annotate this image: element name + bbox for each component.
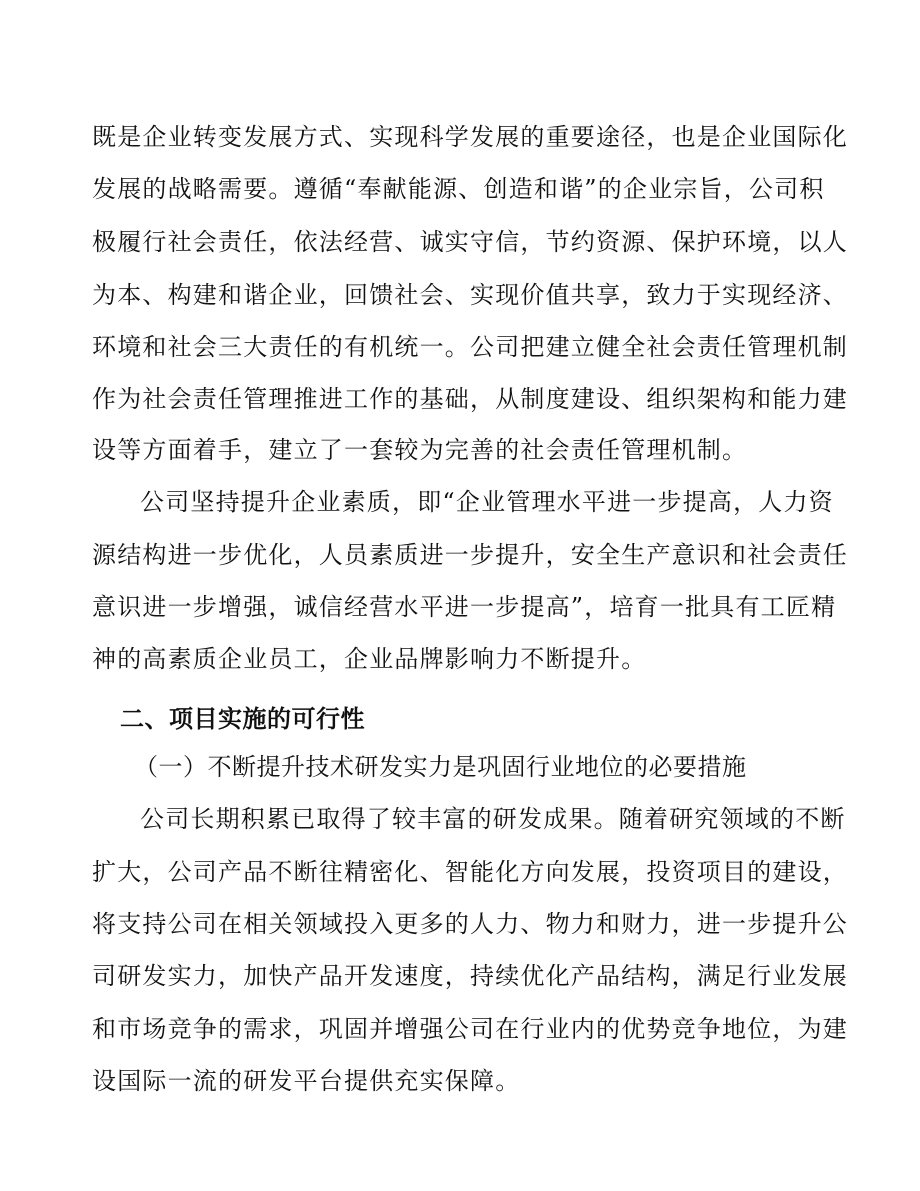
paragraph1-line-1: 既是企业转变发展方式、实现科学发展的重要途径，也是企业国际化: [92, 123, 848, 151]
paragraph1-line-4: 为本、构建和谐企业，回馈社会、实现价值共享，致力于实现经济、: [92, 281, 848, 309]
paragraph2-line-3: 意识进一步增强，诚信经营水平进一步提高”，培育一批具有工匠精: [92, 593, 837, 621]
subsection-heading: （一）不断提升技术研发实力是巩固行业地位的必要措施: [134, 753, 747, 781]
section-heading: 二、项目实施的可行性: [120, 705, 365, 733]
paragraph1-line-6: 作为社会责任管理推进工作的基础，从制度建设、组织架构和能力建: [92, 385, 848, 413]
paragraph1-line-2: 发展的战略需要。遵循“奉献能源、创造和谐”的企业宗旨，公司积: [92, 175, 825, 203]
paragraph1-line-7: 设等方面着手，建立了一套较为完善的社会责任管理机制。: [92, 436, 748, 464]
paragraph1-line-3: 极履行社会责任，依法经营、诚实守信，节约资源、保护环境，以人: [92, 228, 848, 256]
paragraph3-line-5: 和市场竞争的需求，巩固并增强公司在行业内的优势竞争地位，为建: [92, 1015, 848, 1043]
paragraph3-line-2: 扩大，公司产品不断往精密化、智能化方向发展，投资项目的建设，: [92, 858, 848, 886]
paragraph3-line-6: 设国际一流的研发平台提供充实保障。: [92, 1067, 521, 1095]
paragraph3-line-1: 公司长期积累已取得了较丰富的研发成果。随着研究领域的不断: [140, 805, 846, 833]
paragraph3-line-4: 司研发实力，加快产品开发速度，持续优化产品结构，满足行业发展: [92, 962, 848, 990]
paragraph2-line-2: 源结构进一步优化，人员素质进一步提升，安全生产意识和社会责任: [92, 541, 848, 569]
paragraph1-line-5: 环境和社会三大责任的有机统一。公司把建立健全社会责任管理机制: [92, 333, 848, 361]
paragraph2-line-1: 公司坚持提升企业素质，即“企业管理水平进一步提高，人力资: [140, 488, 834, 516]
paragraph3-line-3: 将支持公司在相关领域投入更多的人力、物力和财力，进一步提升公: [92, 910, 848, 938]
paragraph2-line-4: 神的高素质企业员工，企业品牌影响力不断提升。: [92, 645, 647, 673]
